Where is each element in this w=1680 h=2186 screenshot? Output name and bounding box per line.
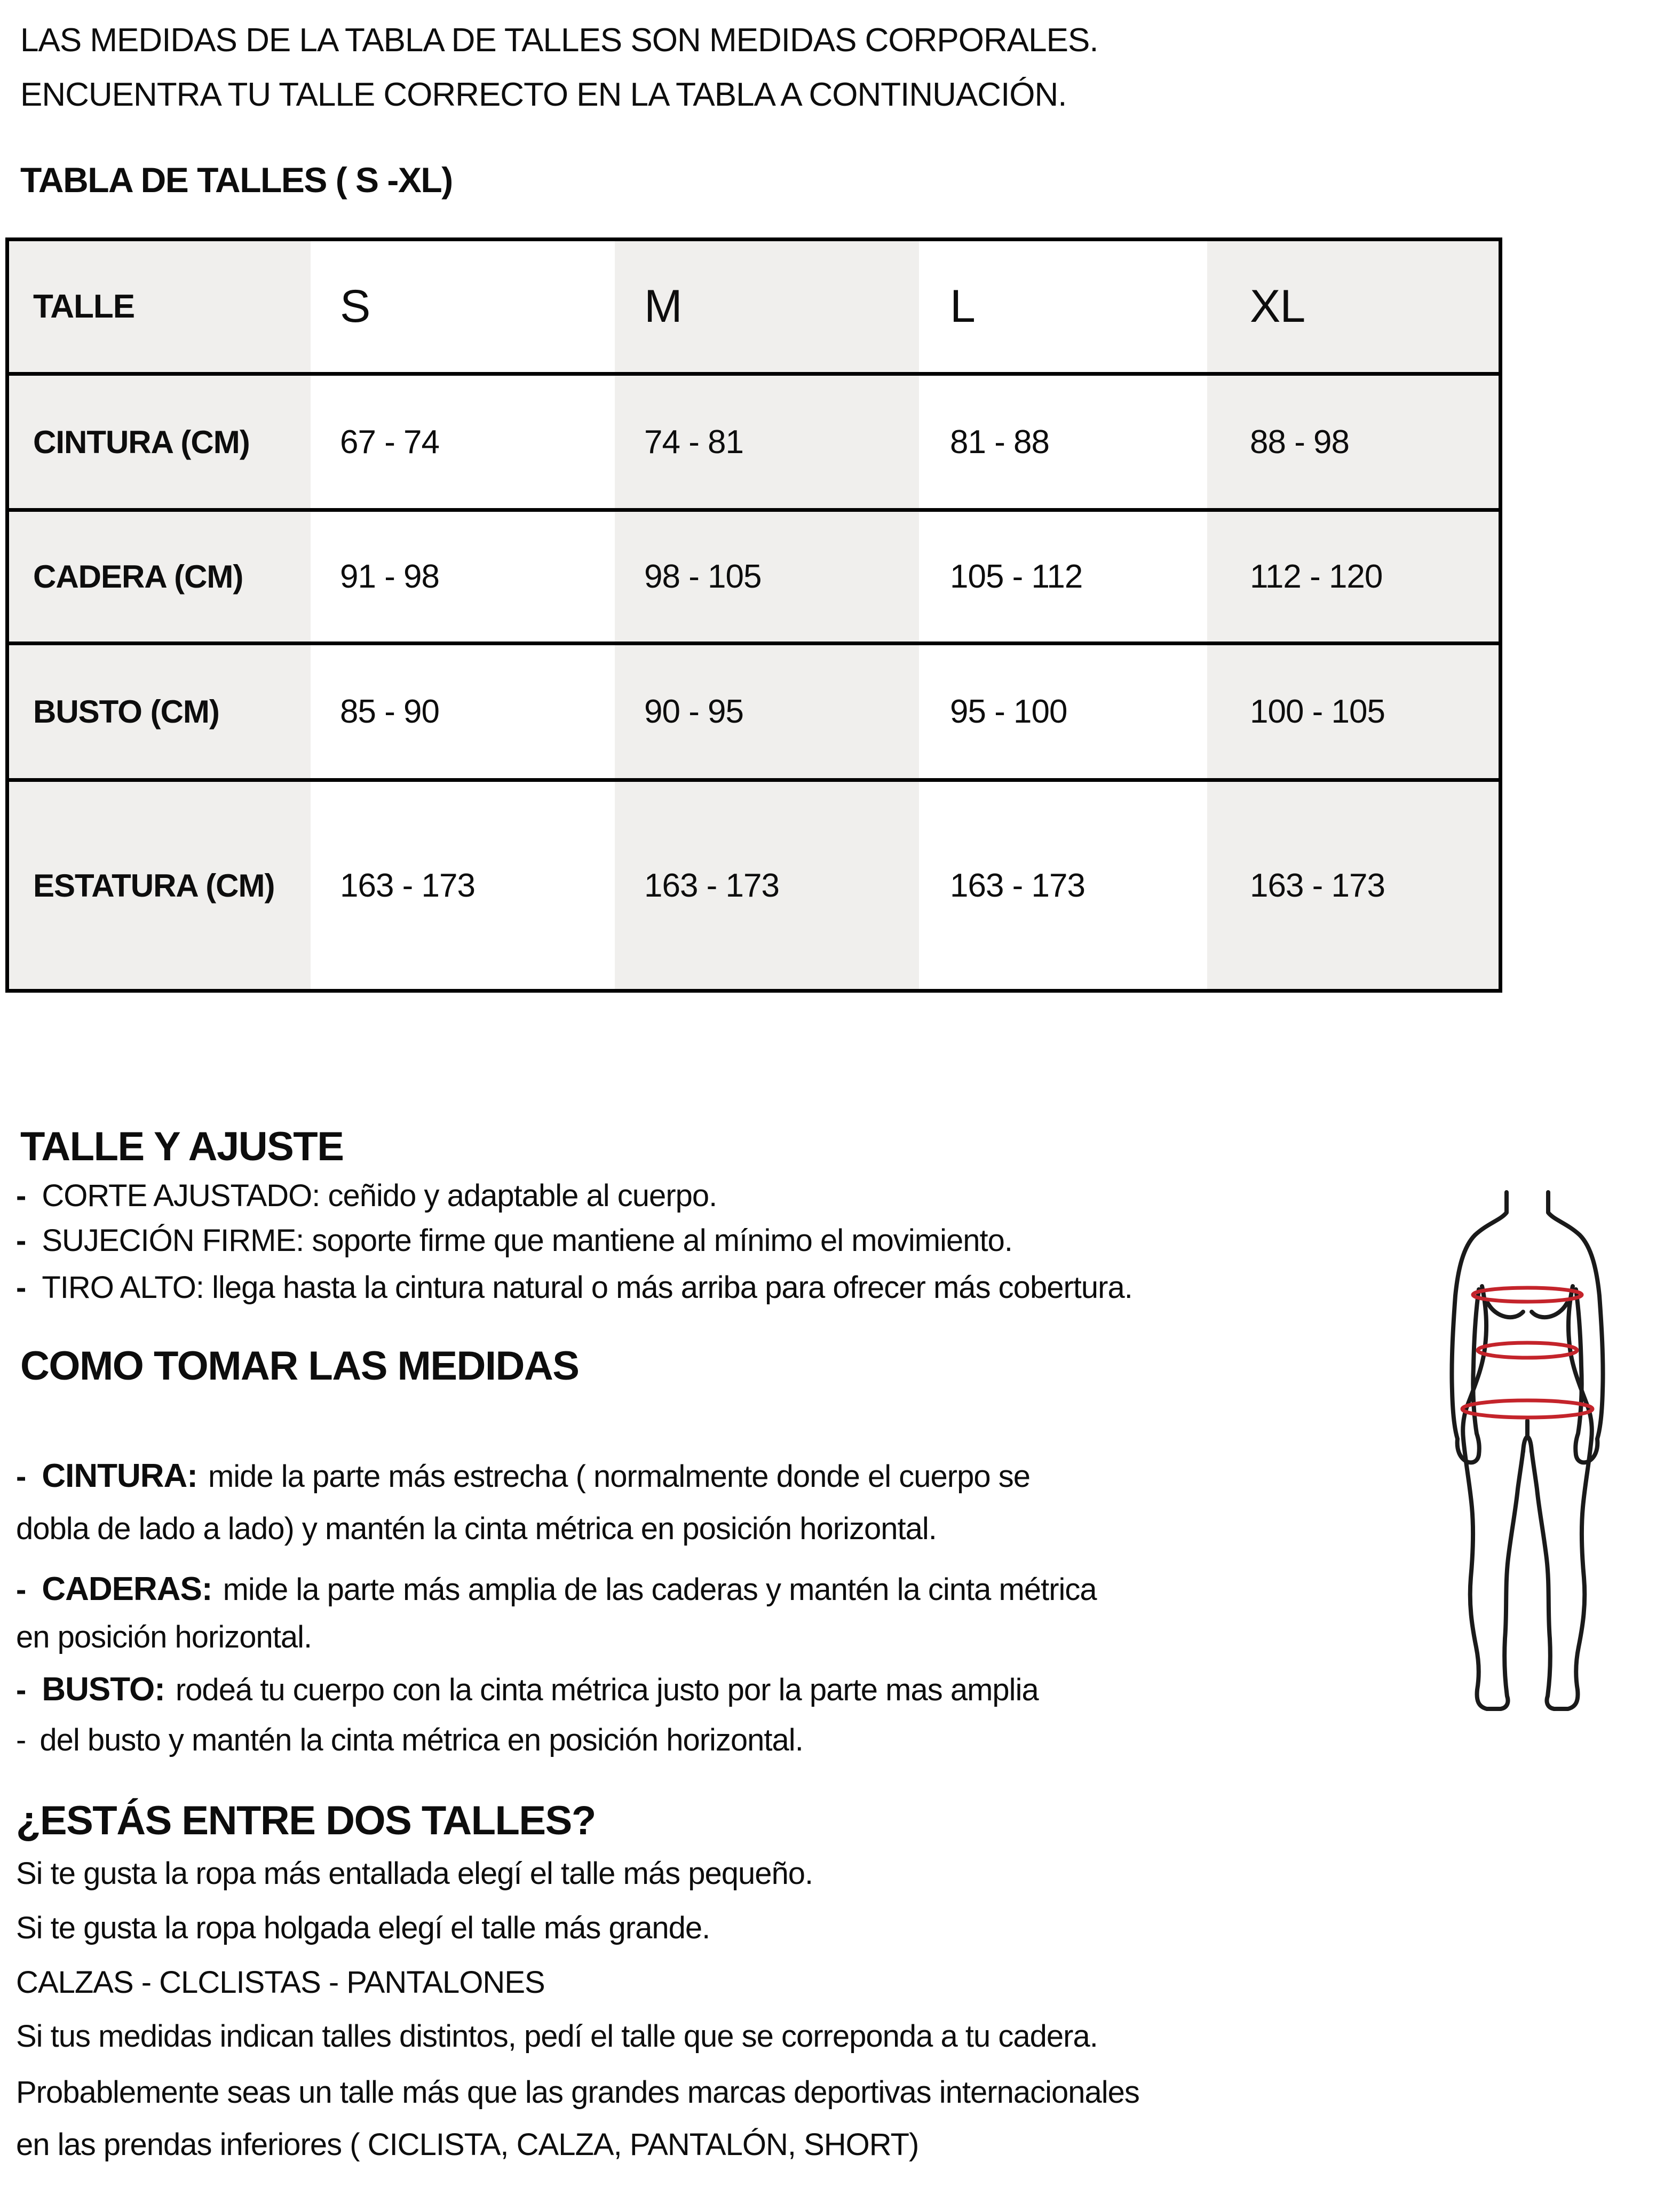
size-s-label: S bbox=[340, 281, 370, 332]
busto-m-value: 90 - 95 bbox=[644, 693, 744, 730]
header-cell-xl bbox=[1207, 241, 1499, 372]
header-label: TALLE bbox=[33, 288, 135, 325]
measure-caderas-text: mide la parte más amplia de las caderas y mantén la cinta métrica bbox=[223, 1572, 1097, 1607]
table-cell bbox=[919, 372, 1207, 508]
crotch-line bbox=[1523, 1421, 1532, 1452]
table-cell bbox=[311, 778, 615, 989]
size-xl-label: XL bbox=[1250, 281, 1305, 332]
header-cell-talle bbox=[9, 241, 311, 372]
busto-s-value: 85 - 90 bbox=[340, 693, 440, 730]
between-line-6: en las prendas inferiores ( CICLISTA, CALZA, PANTALÓN, SHORT) bbox=[16, 2127, 919, 2162]
measure-cintura-lead: CINTURA: bbox=[42, 1458, 197, 1494]
header-cell-m bbox=[615, 241, 919, 372]
left-arm-outline bbox=[1452, 1192, 1507, 1462]
body-outline bbox=[1452, 1192, 1603, 1709]
between-line-5: Probablemente seas un talle más que las grandes marcas deportivas internacionales bbox=[16, 2075, 1139, 2110]
cintura-xl-value: 88 - 98 bbox=[1250, 423, 1350, 461]
between-line-4: Si tus medidas indican talles distintos, pedí el talle que se correponda a tu cadera. bbox=[16, 2019, 1098, 2054]
size-table-title: TABLA DE TALLES ( S -XL) bbox=[20, 160, 453, 200]
measure-busto-lead: BUSTO: bbox=[42, 1671, 165, 1708]
estatura-s-value: 163 - 173 bbox=[340, 867, 475, 904]
row-label-cell bbox=[9, 778, 311, 989]
table-cell bbox=[1207, 508, 1499, 641]
table-cell bbox=[1207, 372, 1499, 508]
row-label-busto: BUSTO (CM) bbox=[33, 694, 219, 730]
measure-caderas-cont: en posición horizontal. bbox=[16, 1620, 312, 1654]
bullet-dash: - bbox=[16, 1673, 26, 1707]
estatura-l-value: 163 - 173 bbox=[950, 867, 1085, 904]
cadera-s-value: 91 - 98 bbox=[340, 558, 440, 595]
table-cell bbox=[1207, 641, 1499, 778]
bullet-dash: - bbox=[16, 1178, 26, 1213]
fit-bullet-2-text: SUJECIÓN FIRME: soporte firme que mantiene al mínimo el movimiento. bbox=[42, 1223, 1012, 1258]
measure-section-heading: COMO TOMAR LAS MEDIDAS bbox=[20, 1343, 579, 1389]
table-cell bbox=[919, 778, 1207, 989]
header-cell-s bbox=[311, 241, 615, 372]
measure-tape-lines bbox=[1462, 1288, 1592, 1417]
table-cell bbox=[311, 508, 615, 641]
table-cell bbox=[615, 641, 919, 778]
busto-xl-value: 100 - 105 bbox=[1250, 693, 1385, 730]
bullet-dash: - bbox=[16, 1572, 26, 1607]
cintura-s-value: 67 - 74 bbox=[340, 423, 440, 461]
row-label-cell bbox=[9, 508, 311, 641]
header-cell-l bbox=[919, 241, 1207, 372]
fit-section-heading: TALLE Y AJUSTE bbox=[20, 1124, 344, 1169]
table-cell bbox=[615, 372, 919, 508]
fit-bullet-2 bbox=[16, 1223, 1012, 1259]
row-label-estatura: ESTATURA (CM) bbox=[33, 867, 275, 904]
row-label-cell bbox=[9, 641, 311, 778]
body-measurement-figure bbox=[1436, 1189, 1622, 1723]
bullet-dash: - bbox=[16, 1459, 26, 1494]
between-line-2: Si te gusta la ropa holgada elegí el talle más grande. bbox=[16, 1911, 710, 1945]
estatura-m-value: 163 - 173 bbox=[644, 867, 779, 904]
bust-curves bbox=[1488, 1303, 1567, 1317]
measure-cintura-text: mide la parte más estrecha ( normalmente donde el cuerpo se bbox=[208, 1459, 1031, 1494]
cadera-l-value: 105 - 112 bbox=[950, 558, 1083, 595]
measure-cintura-cont: dobla de lado a lado) y mantén la cinta métrica en posición horizontal. bbox=[16, 1511, 937, 1546]
bullet-dash: - bbox=[16, 1723, 26, 1757]
table-cell bbox=[919, 641, 1207, 778]
estatura-xl-value: 163 - 173 bbox=[1250, 867, 1385, 904]
cadera-m-value: 98 - 105 bbox=[644, 558, 762, 595]
measure-caderas-lead: CADERAS: bbox=[42, 1571, 212, 1607]
fit-bullet-3 bbox=[16, 1270, 1132, 1306]
row-label-cintura: CINTURA (CM) bbox=[33, 424, 250, 460]
measure-cintura-line-1 bbox=[16, 1457, 1030, 1495]
fit-bullet-1 bbox=[16, 1178, 717, 1214]
between-sizes-heading: ¿ESTÁS ENTRE DOS TALLES? bbox=[16, 1798, 596, 1843]
cintura-l-value: 81 - 88 bbox=[950, 423, 1050, 461]
intro-line-2: ENCUENTRA TU TALLE CORRECTO EN LA TABLA A CONTINUACIÓN. bbox=[20, 76, 1067, 113]
intro-line-1: LAS MEDIDAS DE LA TABLA DE TALLES SON MEDIDAS CORPORALES. bbox=[20, 22, 1098, 59]
between-line-3: CALZAS - CLCLISTAS - PANTALONES bbox=[16, 1965, 545, 2000]
measure-busto-line-1 bbox=[16, 1670, 1039, 1708]
table-cell bbox=[615, 508, 919, 641]
between-line-1: Si te gusta la ropa más entallada elegí el talle más pequeño. bbox=[16, 1856, 813, 1891]
waist-tape-line bbox=[1478, 1343, 1577, 1358]
measure-busto-text: rodeá tu cuerpo con la cinta métrica justo por la parte mas amplia bbox=[175, 1673, 1039, 1707]
table-cell bbox=[1207, 778, 1499, 989]
table-cell bbox=[615, 778, 919, 989]
measure-caderas-line-1 bbox=[16, 1570, 1097, 1608]
right-arm-outline bbox=[1548, 1192, 1603, 1462]
fit-bullet-3-text: TIRO ALTO: llega hasta la cintura natural o más arriba para ofrecer más cobertura. bbox=[42, 1270, 1132, 1305]
body-figure-svg bbox=[1436, 1189, 1622, 1723]
bullet-dash: - bbox=[16, 1223, 26, 1258]
fit-bullet-1-text: CORTE AJUSTADO: ceñido y adaptable al cuerpo. bbox=[42, 1178, 717, 1213]
cintura-m-value: 74 - 81 bbox=[644, 423, 744, 461]
hip-tape-line bbox=[1462, 1400, 1592, 1417]
row-label-cell bbox=[9, 372, 311, 508]
measure-busto-cont: del busto y mantén la cinta métrica en posición horizontal. bbox=[39, 1723, 803, 1757]
measure-busto-line-2 bbox=[16, 1723, 803, 1759]
cadera-xl-value: 112 - 120 bbox=[1250, 558, 1383, 595]
table-cell bbox=[311, 641, 615, 778]
row-label-cadera: CADERA (CM) bbox=[33, 559, 243, 595]
bust-tape-line bbox=[1473, 1288, 1582, 1302]
table-cell bbox=[919, 508, 1207, 641]
size-l-label: L bbox=[950, 281, 975, 332]
measure-cintura-line-2 bbox=[16, 1511, 937, 1547]
size-table bbox=[5, 237, 1502, 993]
size-m-label: M bbox=[644, 281, 682, 332]
bullet-dash: - bbox=[16, 1270, 26, 1305]
table-cell bbox=[311, 372, 615, 508]
measure-caderas-line-2 bbox=[16, 1620, 312, 1656]
busto-l-value: 95 - 100 bbox=[950, 693, 1067, 730]
